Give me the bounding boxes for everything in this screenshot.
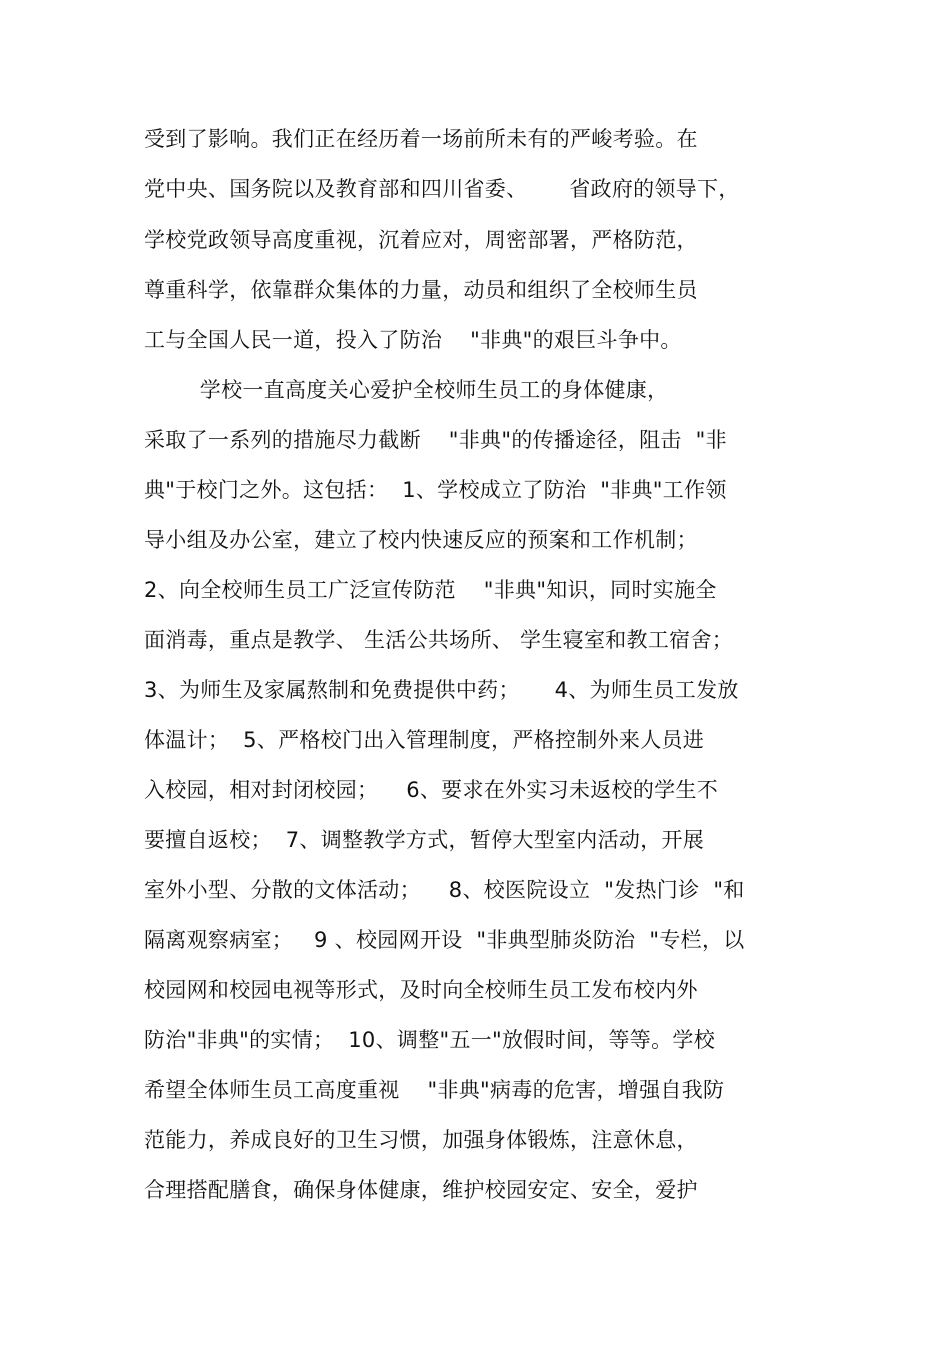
text-line: 受到了影响。我们正在经历着一场前所未有的严峻考验。在 xyxy=(144,127,698,151)
text-line: 要擅自返校； 7、调整教学方式，暂停大型室内活动，开展 xyxy=(144,828,705,852)
text-line: 工与全国人民一道，投入了防治 "非典"的艰巨斗争中。 xyxy=(144,328,682,352)
text-line: 党中央、国务院以及教育部和四川省委、 省政府的领导下， xyxy=(144,177,740,201)
text-line: 入校园，相对封闭校园； 6、要求在外实习未返校的学生不 xyxy=(144,778,719,802)
text-line: 导小组及办公室，建立了校内快速反应的预案和工作机制； xyxy=(144,528,698,552)
text-line: 希望全体师生员工高度重视 "非典"病毒的危害，增强自我防 xyxy=(144,1078,725,1102)
text-line: 校园网和校园电视等形式，及时向全校师生员工发布校内外 xyxy=(144,978,698,1002)
text-line: 典"于校门之外。这包括： 1、学校成立了防治 "非典"工作领 xyxy=(144,478,727,502)
text-line: 学校党政领导高度重视，沉着应对，周密部署，严格防范， xyxy=(144,228,698,252)
text-line: 2、向全校师生员工广泛宣传防范 "非典"知识，同时实施全 xyxy=(144,578,717,602)
text-line: 采取了一系列的措施尽力截断 "非典"的传播途径，阻击 "非 xyxy=(144,428,727,452)
text-line: 面消毒，重点是教学、 生活公共场所、 学生寝室和教工宿舍； xyxy=(144,628,734,652)
text-line: 范能力，养成良好的卫生习惯，加强身体锻炼，注意休息， xyxy=(144,1128,698,1152)
text-line: 室外小型、分散的文体活动； 8、校医院设立 "发热门诊 "和 xyxy=(144,878,745,902)
text-line: 体温计； 5、严格校门出入管理制度，严格控制外来人员进 xyxy=(144,728,705,752)
text-line: 防治"非典"的实情； 10、调整"五一"放假时间，等等。学校 xyxy=(144,1028,716,1052)
text-line: 合理搭配膳食，确保身体健康，维护校园安定、安全，爱护 xyxy=(144,1178,698,1202)
text-line: 隔离观察病室； 9 、校园网开设 "非典型肺炎防治 "专栏，以 xyxy=(144,928,745,952)
text-line: 学校一直高度关心爱护全校师生员工的身体健康， xyxy=(144,378,669,402)
text-line: 3、为师生及家属熬制和免费提供中药； 4、为师生员工发放 xyxy=(144,678,739,702)
text-line: 尊重科学，依靠群众集体的力量，动员和组织了全校师生员 xyxy=(144,278,698,302)
